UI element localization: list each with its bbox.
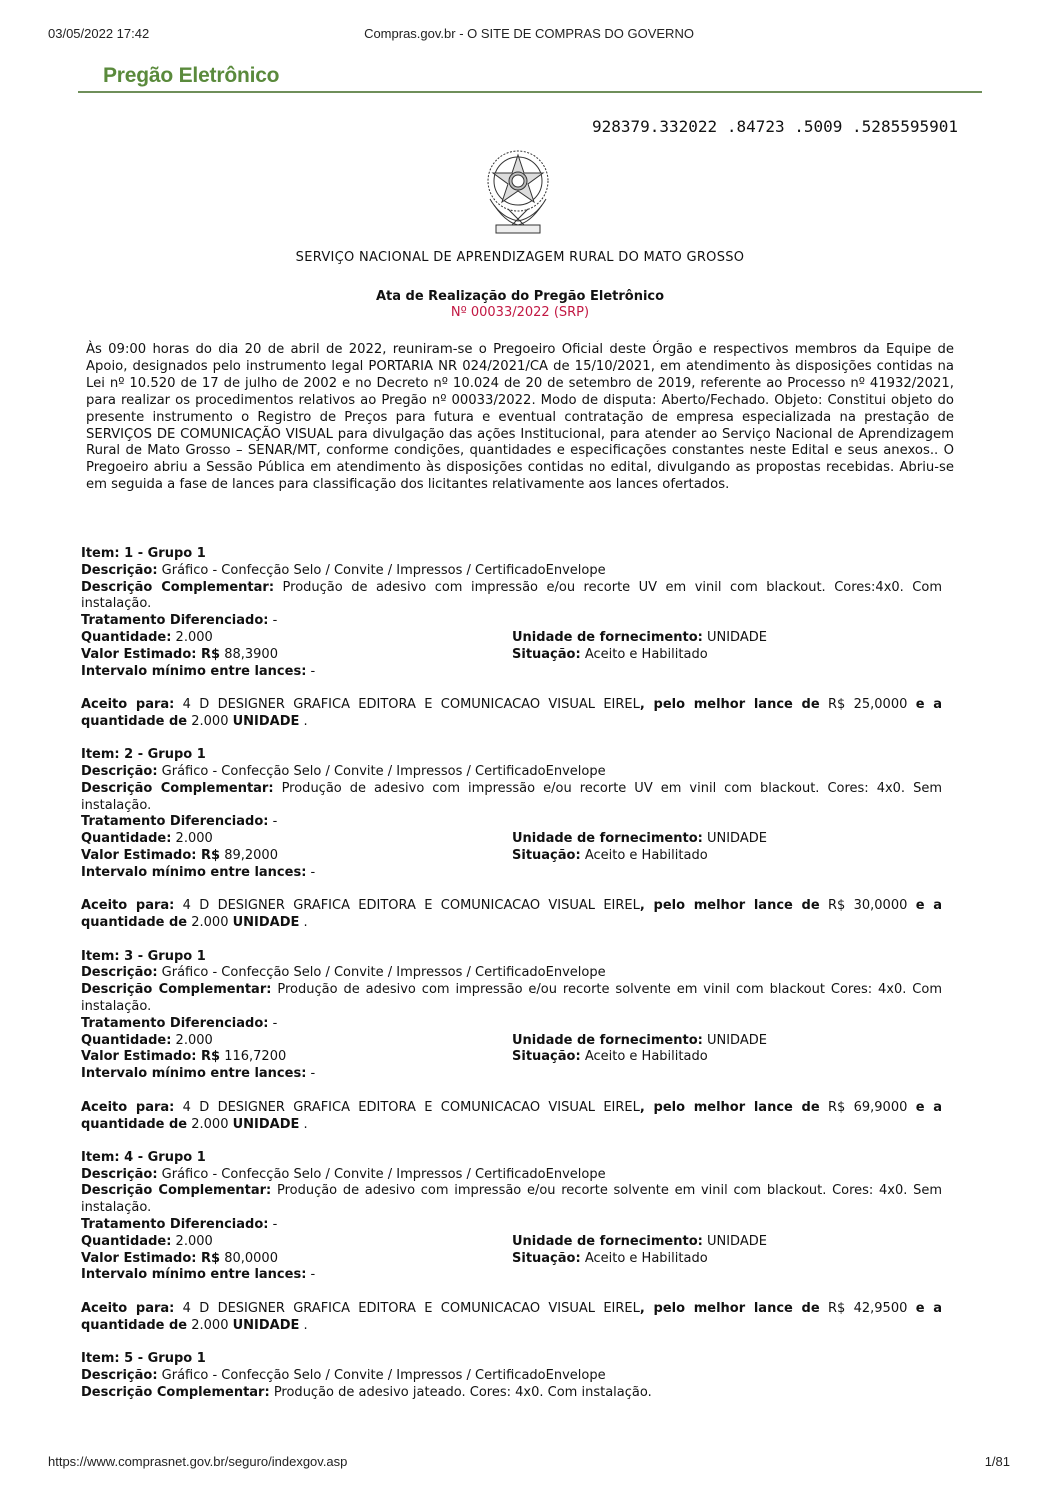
situacao-value: Aceito e Habilitado [584,1250,708,1266]
valor-estimado-label: Valor Estimado: R$ [81,646,221,662]
situacao-value: Aceito e Habilitado [584,646,708,662]
quantidade-aceita-value: 2.000 [191,1317,229,1333]
intervalo-label: Intervalo mínimo entre lances: [81,864,307,880]
intervalo-value: - [310,1066,316,1082]
unidade-label: Unidade de fornecimento: [512,1032,703,1048]
fornecedor-value: 4 D DESIGNER GRAFICA EDITORA E COMUNICACAO VISUAL EIREL [182,697,640,713]
intervalo-label: Intervalo mínimo entre lances: [81,663,307,679]
descricao-complementar-label: Descrição Complementar: [81,780,274,796]
tratamento-value: - [272,613,278,629]
list-item: Item: 1 - Grupo 1 Descrição: Gráfico - Confecção Selo / Convite / Impressos / CertificadoEnvelope Descrição Complementar: Produção de adesivo com impressão e/ou recorte UV em vinil com blackout. Cores:4x0. Com instalação. Tratamento Diferenciado: - Quantidade: 2.000 Unidade de fornecimento: UNIDADE Valor Estimado: R$ 88,3900 Situação: Aceito e Habilitado Intervalo mínimo entre lances: - Aceito para: 4 D DESIGNER GRAFICA EDITORA E COMUNICACAO VISUAL EIREL, pelo melhor lance de R$ 25,0000 e a quantidade de 2.000 UNIDADE . [81,546,942,729]
print-site-title: Compras.gov.br - O SITE DE COMPRAS DO GOVERNO [364,26,694,41]
melhor-lance-label: , pelo melhor lance de [639,1300,820,1316]
descricao-complementar-value: Produção de adesivo jateado. Cores: 4x0. Com instalação. [273,1384,652,1400]
unidade-label: Unidade de fornecimento: [512,1233,703,1249]
quantidade-aceita-label: e a quantidade de [81,1099,942,1132]
fornecedor-value: 4 D DESIGNER GRAFICA EDITORA E COMUNICACAO VISUAL EIREL [182,1099,640,1115]
descricao-label: Descrição: [81,965,158,981]
list-item-5 [81,1351,942,1401]
unidade-aceita-value: UNIDADE [232,1116,300,1132]
lance-value: R$ 25,0000 [828,697,908,713]
quantidade-value: 2.000 [175,629,213,645]
valor-estimado-value: 80,0000 [224,1250,278,1266]
tratamento-label: Tratamento Diferenciado: [81,1216,269,1232]
situacao-value: Aceito e Habilitado [584,848,708,864]
situacao-label: Situação: [512,1250,581,1266]
ata-number: Nº 00033/2022 (SRP) [450,305,590,320]
tratamento-label: Tratamento Diferenciado: [81,1015,269,1031]
descricao-label: Descrição: [81,764,158,780]
organization-name: SERVIÇO NACIONAL DE APRENDIZAGEM RURAL DO MATO GROSSO [295,250,745,265]
tratamento-label: Tratamento Diferenciado: [81,814,269,830]
quantidade-aceita-value: 2.000 [191,915,229,931]
valor-estimado-label: Valor Estimado: R$ [81,1049,221,1065]
quantidade-value: 2.000 [175,1032,213,1048]
quantidade-label: Quantidade: [81,629,172,645]
quantidade-label: Quantidade: [81,831,172,847]
intervalo-label: Intervalo mínimo entre lances: [81,1267,307,1283]
ata-title: Ata de Realização do Pregão Eletrônico [375,289,665,304]
intro-paragraph: Às 09:00 horas do dia 20 de abril de 2022, reuniram-se o Pregoeiro Oficial deste Órgão e respectivos membros da Equipe de Apoio, designados pelo instrumento legal PORTARIA NR 024/2021/CA de 15/10/2021, em atendimento às disposições contidas na Lei nº 10.520 de 17 de julho de 2002 e no Decreto nº 10.024 de 20 de setembro de 2019, referente ao Processo nº 41932/2021, para realizar os procedimentos relativos ao Pregão nº 00033/2022. Modo de disputa: Aberto/Fechado. Objeto: Constitui objeto do presente instrumento o Registro de Preços para futura e eventual contratação de empresa especializada na prestação de SERVIÇOS DE COMUNICAÇÃO VISUAL para divulgação das ações Institucional, para atender ao Serviço Nacional de Aprendizagem Rural de Mato Grosso – SENAR/MT, conforme condições, quantidades e especificações constantes neste Edital e seus anexos.. O Pregoeiro abriu a Sessão Pública em atendimento às disposições contidas no edital, divulgando as propostas recebidas. Abriu-se em seguida a fase de lances para classificação dos licitantes relativamente aos lances ofertados. [86,342,954,493]
unidade-aceita-value: UNIDADE [232,915,300,931]
aceito-label: Aceito para: [81,1099,175,1115]
aceito-label: Aceito para: [81,898,175,914]
descricao-value: Gráfico - Confecção Selo / Convite / Impressos / CertificadoEnvelope [161,1166,606,1182]
descricao-complementar-value: Produção de adesivo com impressão e/ou recorte UV em vinil com blackout. Cores:4x0. Com instalação. [81,579,942,612]
quantidade-value: 2.000 [175,1233,213,1249]
quantidade-label: Quantidade: [81,1233,172,1249]
lance-value: R$ 69,9000 [828,1099,908,1115]
items-list [81,546,942,1418]
intervalo-value: - [310,864,316,880]
page-title: Pregão Eletrônico [103,64,280,87]
title-divider [78,91,982,93]
intervalo-value: - [310,663,316,679]
intervalo-label: Intervalo mínimo entre lances: [81,1066,307,1082]
melhor-lance-label: , pelo melhor lance de [639,697,820,713]
quantidade-aceita-label: e a quantidade de [81,1300,942,1333]
descricao-label: Descrição: [81,1367,158,1383]
unidade-aceita-value: UNIDADE [232,713,300,729]
quantidade-value: 2.000 [175,831,213,847]
unidade-label: Unidade de fornecimento: [512,831,703,847]
melhor-lance-label: , pelo melhor lance de [639,1099,820,1115]
unidade-value: UNIDADE [706,1032,767,1048]
unidade-value: UNIDADE [706,831,767,847]
quantidade-aceita-label: e a quantidade de [81,697,942,729]
descricao-value: Gráfico - Confecção Selo / Convite / Impressos / CertificadoEnvelope [161,1367,606,1383]
fornecedor-value: 4 D DESIGNER GRAFICA EDITORA E COMUNICACAO VISUAL EIREL [182,898,640,914]
descricao-complementar-value: Produção de adesivo com impressão e/ou recorte UV em vinil com blackout. Cores: 4x0. Sem instalação. [81,780,942,813]
descricao-value: Gráfico - Confecção Selo / Convite / Impressos / CertificadoEnvelope [161,764,606,780]
lance-value: R$ 42,9500 [828,1300,908,1316]
descricao-complementar-label: Descrição Complementar: [81,982,272,998]
quantidade-aceita-value: 2.000 [191,713,229,729]
intervalo-value: - [310,1267,316,1283]
tratamento-value: - [272,1216,278,1232]
valor-estimado-value: 88,3900 [224,646,278,662]
unidade-value: UNIDADE [706,1233,767,1249]
melhor-lance-label: , pelo melhor lance de [639,898,820,914]
situacao-label: Situação: [512,848,581,864]
item-heading: Item: 1 - Grupo 1 [81,546,206,561]
descricao-value: Gráfico - Confecção Selo / Convite / Impressos / CertificadoEnvelope [161,965,606,981]
valor-estimado-value: 116,7200 [224,1049,287,1065]
tratamento-value: - [272,1015,278,1031]
item-heading: Item: 4 - Grupo 1 [81,1149,206,1165]
valor-estimado-label: Valor Estimado: R$ [81,1250,221,1266]
fornecedor-value: 4 D DESIGNER GRAFICA EDITORA E COMUNICACAO VISUAL EIREL [182,1300,640,1316]
unidade-label: Unidade de fornecimento: [512,629,703,645]
print-url: https://www.comprasnet.gov.br/seguro/indexgov.asp [48,1454,348,1469]
descricao-label: Descrição: [81,562,158,578]
print-datetime: 03/05/2022 17:42 [48,26,150,41]
coat-of-arms-icon [478,143,558,239]
page-number: 1/81 [984,1454,1010,1469]
tratamento-label: Tratamento Diferenciado: [81,613,269,629]
quantidade-aceita-value: 2.000 [191,1116,229,1132]
aceito-label: Aceito para: [81,1300,175,1316]
lance-value: R$ 30,0000 [828,898,908,914]
situacao-label: Situação: [512,1049,581,1065]
situacao-label: Situação: [512,646,581,662]
descricao-complementar-label: Descrição Complementar: [81,1384,270,1400]
tratamento-value: - [272,814,278,830]
unidade-aceita-value: UNIDADE [232,1317,300,1333]
list-item: Item: 3 - Grupo 1 Descrição: Gráfico - Confecção Selo / Convite / Impressos / CertificadoEnvelope Descrição Complementar: Produção de adesivo com impressão e/ou recorte solvente em vinil com blackout Cores: 4x0. Com instalação. Tratamento Diferenciado: - Quantidade: 2.000 Unidade de fornecimento: UNIDADE Valor Estimado: R$ 116,7200 Situação: Aceito e Habilitado Intervalo mínimo entre lances: - Aceito para: 4 D DESIGNER GRAFICA EDITORA E COMUNICACAO VISUAL EIREL, pelo melhor lance de R$ 69,9000 e a quantidade de 2.000 UNIDADE . [81,948,942,1132]
descricao-complementar-label: Descrição Complementar: [81,579,275,595]
unidade-value: UNIDADE [706,629,767,645]
list-item: Item: 4 - Grupo 1 Descrição: Gráfico - Confecção Selo / Convite / Impressos / CertificadoEnvelope Descrição Complementar: Produção de adesivo com impressão e/ou recorte solvente em vinil com blackout. Cores: 4x0. Sem instalação. Tratamento Diferenciado: - Quantidade: 2.000 Unidade de fornecimento: UNIDADE Valor Estimado: R$ 80,0000 Situação: Aceito e Habilitado Intervalo mínimo entre lances: - Aceito para: 4 D DESIGNER GRAFICA EDITORA E COMUNICACAO VISUAL EIREL, pelo melhor lance de R$ 42,9500 e a quantidade de 2.000 UNIDADE . [81,1149,942,1333]
descricao-complementar-value: Produção de adesivo com impressão e/ou recorte solvente em vinil com blackout. Cores: 4x0. Sem instalação. [81,1183,942,1216]
descricao-value: Gráfico - Confecção Selo / Convite / Impressos / CertificadoEnvelope [161,562,606,578]
item-heading: Item: 3 - Grupo 1 [81,948,206,964]
situacao-value: Aceito e Habilitado [584,1049,708,1065]
quantidade-label: Quantidade: [81,1032,172,1048]
item-heading: Item: 2 - Grupo 1 [81,747,206,763]
quantidade-aceita-label: e a quantidade de [81,898,942,931]
valor-estimado-value: 89,2000 [224,848,278,864]
document-number: 928379.332022 .84723 .5009 .5285595901 [591,117,958,136]
item-heading: Item: 5 - Grupo 1 [81,1351,206,1367]
descricao-complementar-label: Descrição Complementar: [81,1183,272,1199]
descricao-complementar-value: Produção de adesivo com impressão e/ou recorte solvente em vinil com blackout Cores: 4x0. Com instalação. [81,982,942,1014]
list-item: Item: 2 - Grupo 1 Descrição: Gráfico - Confecção Selo / Convite / Impressos / CertificadoEnvelope Descrição Complementar: Produção de adesivo com impressão e/ou recorte UV em vinil com blackout. Cores: 4x0. Sem instalação. Tratamento Diferenciado: - Quantidade: 2.000 Unidade de fornecimento: UNIDADE Valor Estimado: R$ 89,2000 Situação: Aceito e Habilitado Intervalo mínimo entre lances: - Aceito para: 4 D DESIGNER GRAFICA EDITORA E COMUNICACAO VISUAL EIREL, pelo melhor lance de R$ 30,0000 e a quantidade de 2.000 UNIDADE . [81,747,942,931]
descricao-label: Descrição: [81,1166,158,1182]
aceito-label: Aceito para: [81,697,175,713]
valor-estimado-label: Valor Estimado: R$ [81,848,221,864]
